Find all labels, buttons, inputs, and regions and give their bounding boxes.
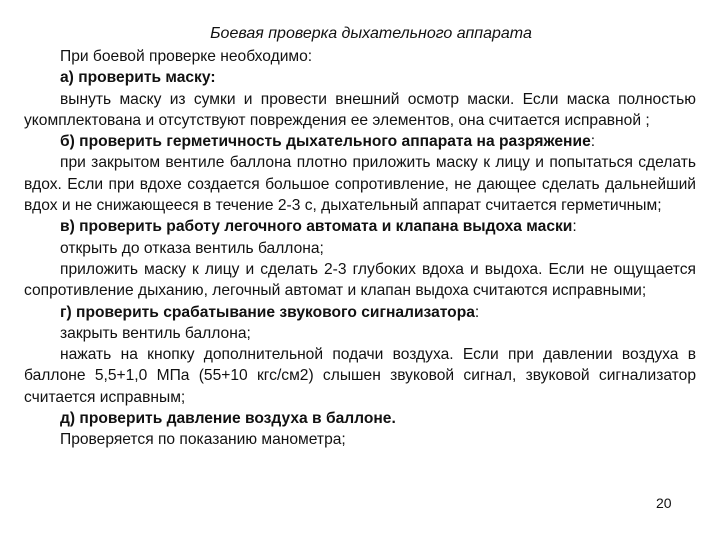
- section-heading-a: [24, 67, 696, 88]
- section-g-paragraph-1: закрыть вентиль баллона;: [60, 324, 251, 342]
- section-heading-v: [24, 216, 696, 237]
- slide-title: Боевая проверка дыхательного аппарата: [210, 25, 532, 42]
- section-heading-g-text: г) проверить срабатывание звукового сигнализатора: [60, 303, 475, 321]
- section-heading-v-rest: :: [572, 218, 577, 236]
- section-heading-d-text: д) проверить давление воздуха в баллоне.: [60, 410, 396, 428]
- section-heading-g: [24, 302, 696, 323]
- section-d-paragraph-1: Проверяется по показанию манометра;: [60, 431, 346, 449]
- section-heading-v-text: в) проверить работу легочного автомата и клапана выдоха маски: [60, 218, 573, 236]
- intro-text: При боевой проверке необходимо:: [60, 48, 313, 65]
- section-heading-g-rest: :: [474, 303, 480, 321]
- section-heading-b-rest: :: [590, 133, 596, 151]
- page-number: 20: [656, 495, 672, 511]
- section-a-paragraph-1: вынуть маску из сумки и провести внешний осмотр маски. Если маска полностью укомплектована и отсутствуют повреждения ее элементов, она считается исправной ;: [24, 90, 696, 129]
- section-heading-a-text: а) проверить маску:: [60, 69, 216, 87]
- section-v-paragraph-1: открыть до отказа вентиль баллона;: [60, 239, 324, 257]
- section-heading-b: [24, 131, 696, 152]
- section-b-paragraph-1: при закрытом вентиле баллона плотно приложить маску к лицу и попытаться сделать вдох. Если при вдохе создается большое сопротивление, не дающее сделать дальнейший вдох и не снижающееся в течение 2-3 с, дыхательный аппарат считается герметичным;: [24, 154, 696, 215]
- section-v-paragraph-2: приложить маску к лицу и сделать 2-3 глубоких вдоха и выдоха. Если не ощущается сопротивление дыханию, легочный автомат и клапан выдоха считаются исправными;: [24, 260, 696, 300]
- section-heading-d: [24, 408, 696, 429]
- section-heading-b-text: б) проверить герметичность дыхательного аппарата на разряжение: [60, 133, 591, 151]
- section-g-paragraph-2: нажать на кнопку дополнительной подачи воздуха. Если при давлении воздуха в баллоне 5,5+1,0 МПа (55+10 кгс/см2) слышен звуковой сигнал, звуковой сигнализатор считается исправным;: [24, 346, 696, 406]
- slide-body: [24, 46, 696, 451]
